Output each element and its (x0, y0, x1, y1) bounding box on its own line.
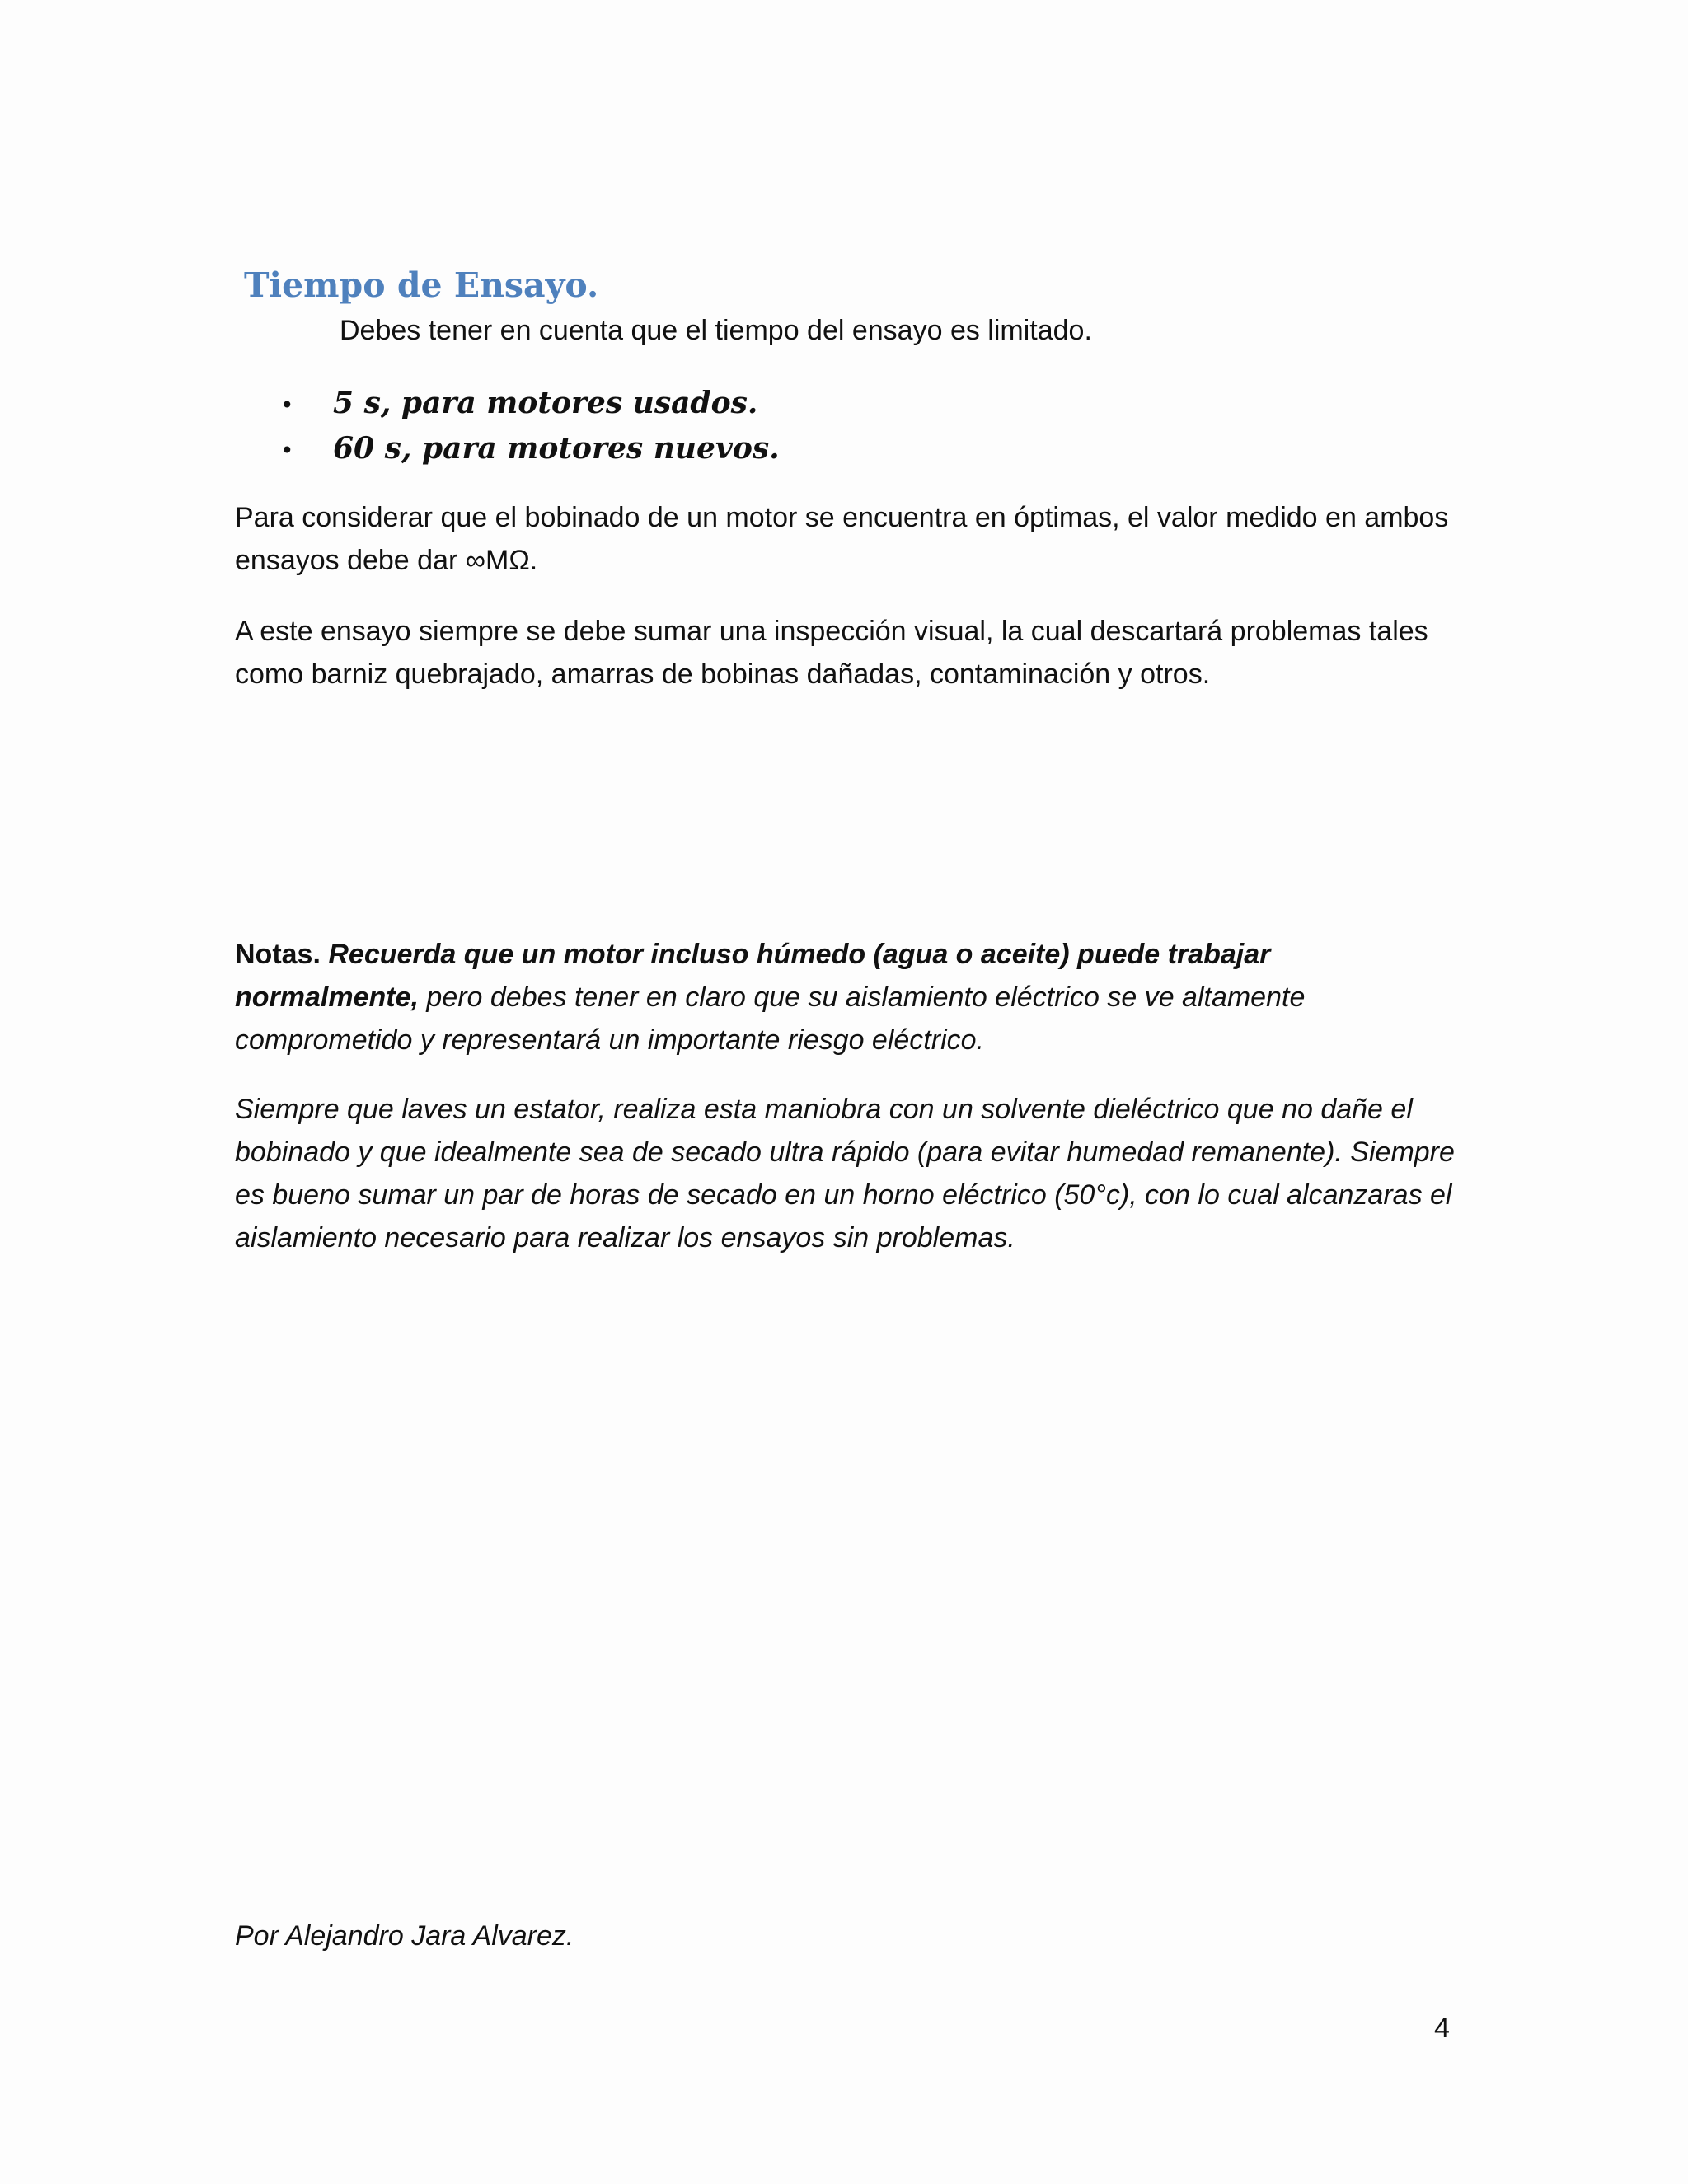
bullet-list (280, 381, 780, 471)
section-heading: Tiempo de Ensayo. (244, 265, 599, 305)
bullet-text: 60 s, para motores nuevos. (333, 431, 780, 466)
bullet-marker: • (280, 391, 294, 419)
list-item (280, 426, 780, 471)
notes-paragraph (235, 933, 1455, 1062)
intro-text: Debes tener en cuenta que el tiempo del ensayo es limitado. (340, 315, 1092, 346)
paragraph-inspection: A este ensayo siempre se debe sumar una inspección visual, la cual descartará problemas tales como barniz quebrajado, amarras de bobinas dañadas, contaminación y otros. (235, 616, 1428, 690)
notes-emphasis: Recuerda que un motor incluso húmedo (agua o aceite) puede trabajar normalmente, (235, 939, 1271, 1013)
author-signature: Por Alejandro Jara Alvarez. (235, 1920, 574, 1952)
paragraph-measurement: Para considerar que el bobinado de un motor se encuentra en óptimas, el valor medido en ambos ensayos debe dar ∞MΩ. (235, 502, 1449, 576)
bullet-text: 5 s, para motores usados. (333, 386, 758, 420)
notes-rest: pero debes tener en claro que su aislamiento eléctrico se ve altamente comprometido y representará un importante riesgo eléctrico. (235, 982, 1306, 1056)
bullet-marker: • (280, 437, 294, 464)
list-item (280, 381, 780, 426)
notes-cleaning-paragraph: Siempre que laves un estator, realiza esta maniobra con un solvente dieléctrico que no dañe el bobinado y que idealmente sea de secado ultra rápido (para evitar humedad remanente). Siempre es bueno sumar un par de horas de secado en un horno eléctrico (50°c), con lo cual alcanzaras el aislamiento necesario para realizar los ensayos sin problemas. (235, 1094, 1455, 1254)
page-number: 4 (1434, 2013, 1450, 2044)
notes-label: Notas. (235, 939, 321, 970)
